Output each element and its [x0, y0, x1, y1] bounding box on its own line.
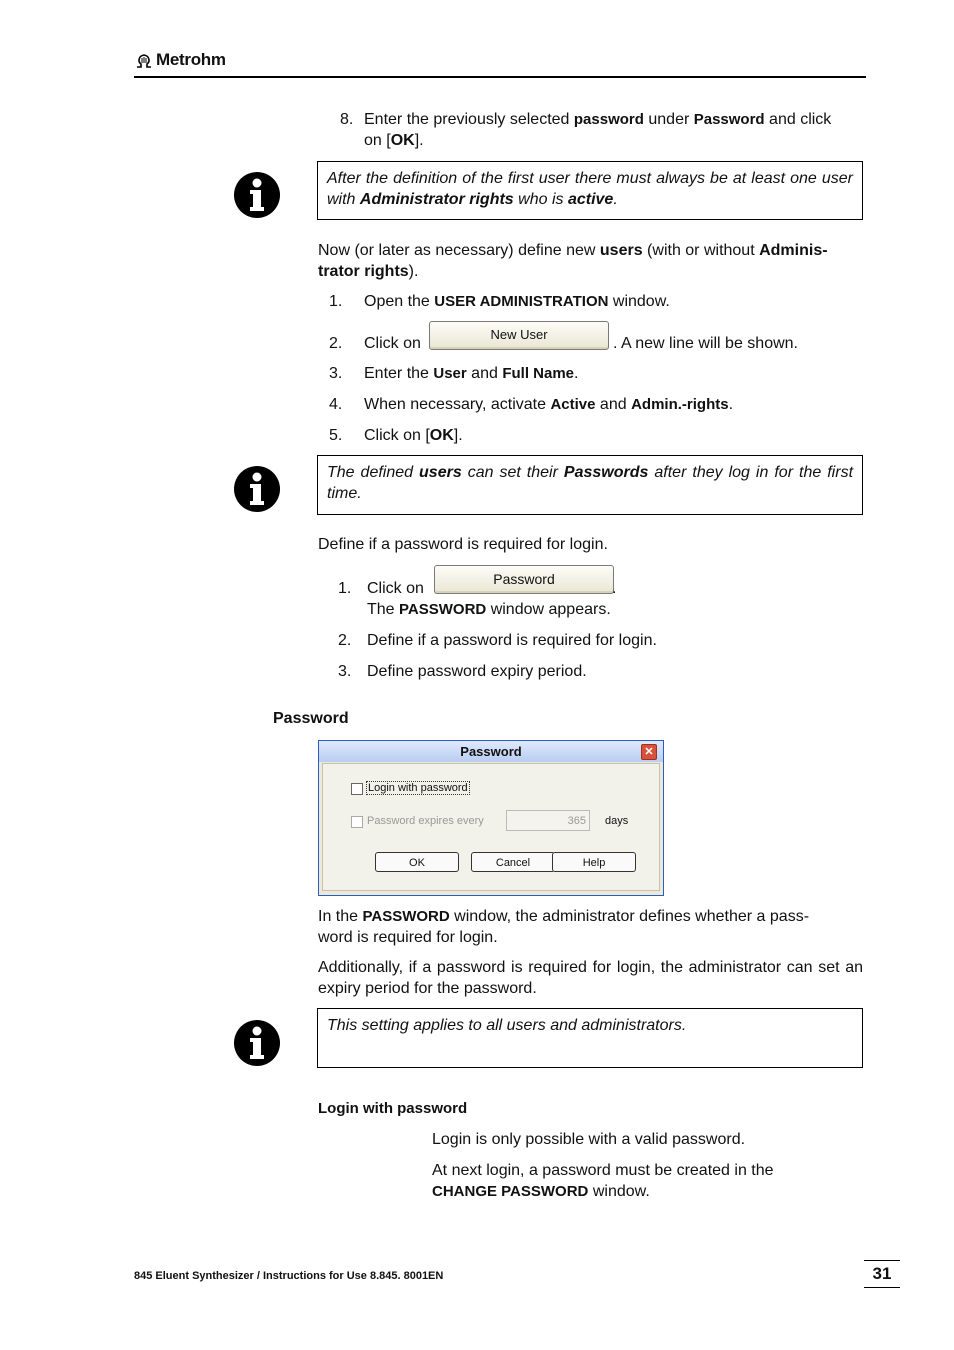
paragraph: Login is only possible with a valid password.: [432, 1131, 746, 1148]
step-number: 1.: [338, 580, 352, 597]
subheading: Login with password: [318, 1100, 468, 1117]
password-expires-label: Password expires every: [367, 815, 484, 827]
paragraph: At next login, a password must be created in the CHANGE PASSWORD window.: [432, 1162, 774, 1200]
password-button-image: Password: [434, 565, 614, 594]
page-number: 31: [864, 1260, 900, 1288]
close-icon[interactable]: ✕: [641, 744, 657, 760]
help-button[interactable]: Help: [552, 852, 636, 872]
cancel-button[interactable]: Cancel: [471, 852, 555, 872]
step-number: 2.: [338, 632, 352, 649]
step-text: Define password expiry period.: [367, 663, 587, 680]
paragraph: In the PASSWORD window, the administrator defines whether a pass- word is required for login.: [318, 908, 810, 946]
step-number: 3.: [338, 663, 352, 680]
ok-button[interactable]: OK: [375, 852, 459, 872]
dialog-title-bar: [319, 741, 663, 762]
brand-logo: [134, 50, 226, 70]
step-text-cont: .: [612, 580, 617, 597]
paragraph: Additionally, if a password is required for login, the administrator can set an expiry period for the password.: [318, 959, 863, 997]
step-8-text: Enter the previously selected password under Password and click on [OK].: [364, 111, 832, 149]
password-expires-checkbox[interactable]: [351, 816, 363, 828]
info-note: After the definition of the first user there must always be at least one user with Administrator rights who is active.: [317, 161, 863, 220]
info-note: The defined users can set their Passwords after they log in for the first time.: [317, 455, 863, 515]
step-text-cont: . A new line will be shown.: [613, 335, 798, 352]
brand-name: Metrohm: [156, 50, 226, 69]
login-with-password-label: Login with password: [368, 782, 468, 794]
expiry-days-field[interactable]: 365: [506, 810, 590, 831]
step-text: Open the USER ADMINISTRATION window.: [364, 293, 670, 310]
dialog-body: [322, 763, 660, 891]
step-text: When necessary, activate Active and Admin.-rights.: [364, 396, 734, 413]
step-text: Define if a password is required for login.: [367, 632, 657, 649]
info-icon: [233, 1019, 281, 1067]
paragraph: Define if a password is required for login.: [318, 536, 608, 553]
step-number: 4.: [329, 396, 343, 413]
metrohm-omega-icon: [134, 52, 154, 68]
step-number: 2.: [329, 335, 343, 352]
step-text: Click on: [364, 335, 421, 352]
step-text: The PASSWORD window appears.: [367, 601, 611, 618]
step-text: Click on: [367, 580, 424, 597]
step-text: Click on [OK].: [364, 427, 463, 444]
paragraph: Now (or later as necessary) define new users (with or without Adminis- trator rights).: [318, 242, 828, 280]
days-unit-label: days: [605, 815, 629, 827]
info-icon: [233, 465, 281, 513]
password-dialog: [318, 740, 664, 896]
step-number: 1.: [329, 293, 343, 310]
step-text: Enter the User and Full Name.: [364, 365, 579, 382]
section-heading: Password: [273, 710, 349, 727]
step-number: 3.: [329, 365, 343, 382]
dialog-title: Password: [460, 744, 522, 759]
login-with-password-checkbox[interactable]: [351, 783, 363, 795]
step-number: 5.: [329, 427, 343, 444]
step-number: 8.: [340, 111, 354, 128]
info-icon: [233, 171, 281, 219]
new-user-button-image: New User: [429, 321, 609, 350]
header-rule: [134, 76, 866, 78]
info-note: This setting applies to all users and administrators.: [317, 1008, 863, 1068]
footer-text: 845 Eluent Synthesizer / Instructions for Use 8.845. 8001EN: [134, 1270, 444, 1282]
